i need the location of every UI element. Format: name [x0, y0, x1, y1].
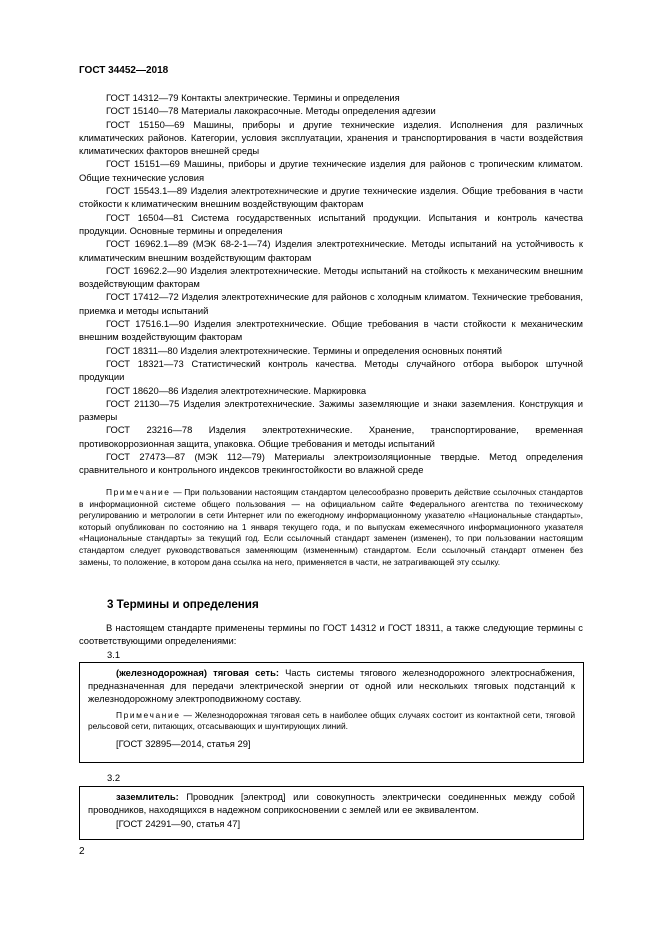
- reference-item: ГОСТ 18620—86 Изделия электротехнические. Маркировка: [106, 384, 367, 396]
- reference-item: ГОСТ 16504—81 Система государственных испытаний продукции. Испытания и контроль качества продукции. Основные термины и определения: [79, 211, 583, 236]
- reference-item: ГОСТ 15151—69 Машины, приборы и другие технические изделия для районов с тропическим климатом. Общие технические условия: [79, 158, 583, 183]
- term-definition-box: [79, 662, 584, 763]
- reference-item: ГОСТ 17516.1—90 Изделия электротехнические. Общие требования в части стойкости к механическим внешним воздействующим факторам: [79, 318, 583, 343]
- term-note: [80, 706, 583, 733]
- normative-references-list: [79, 91, 583, 477]
- reference-item: ГОСТ 16962.1—89 (МЭК 68-2-1—74) Изделия электротехнические. Методы испытаний на устойчивость к климатическим внешним воздействующим факторам: [79, 238, 583, 263]
- note-text: — При пользовании настоящим стандартом целесообразно проверить действие ссылочных стандартов в информационной системе общего пользования — на официальном сайте Федерального агентства по техническому регулированию и метрологии в сети Интернет или по ежегодному информационному указателю «Национальные стандарты», который опубликован по состоянию на 1 января текущего года, и по выпускам ежемесячного информационного указателя «Национальные стандарты» за текущий год. Если ссылочный стандарт заменен (изменен), то при пользовании настоящим стандартом следует руководствоваться заменяющим (измененным) стандартом. Если ссылочный стандарт отменен без замены, то положение, в котором дана ссылка на него, применяется в части, не затрагивающей эту ссылку.: [79, 487, 583, 567]
- reference-item: ГОСТ 18321—73 Статистический контроль качества. Методы случайного отбора выборок штучной продукции: [79, 357, 583, 383]
- reference-item: ГОСТ 15150—69 Машины, приборы и другие технические изделия. Исполнения для различных климатических районов. Категории, условия эксплуатации, хранения и транспортирования в части воздействия климатических факторов внешней среды: [79, 118, 583, 157]
- reference-item: ГОСТ 17412—72 Изделия электротехнические для районов с холодным климатом. Технические требования, приемка и методы испытаний: [79, 291, 583, 316]
- reference-item: ГОСТ 15140—78 Материалы лакокрасочные. Методы определения адгезии: [106, 105, 436, 117]
- section-intro: В настоящем стандарте применены термины по ГОСТ 14312 и ГОСТ 18311, а также следующие термины с соответствующими определениями:: [79, 622, 583, 647]
- term-definition: [80, 787, 583, 816]
- reference-item: ГОСТ 27473—87 (МЭК 112—79) Материалы электроизоляционные твердые. Метод определения сравнительного и контрольного индексов трекингостойкости во влажной среде: [79, 451, 583, 476]
- term-definition-text: Проводник [электрод] или совокупность электрически соединенных между собой проводников, находящихся в надежном соприкосновении с землей или ее эквивалентом.: [88, 791, 575, 816]
- term-note-label: Примечание: [116, 709, 181, 720]
- term-name: заземлитель:: [116, 791, 179, 802]
- term-source: [ГОСТ 24291—90, статья 47]: [116, 818, 241, 830]
- term-definition-text: Часть системы тягового железнодорожного электроснабжения, предназначенная для передачи электрической энергии от одной или нескольких тяговых подстанций к железнодорожному электроподвижному составу.: [88, 667, 575, 705]
- reference-item: ГОСТ 14312—79 Контакты электрические. Термины и определения: [106, 92, 400, 103]
- reference-item: ГОСТ 15543.1—89 Изделия электротехнические и другие технические изделия. Общие требования в части стойкости к климатическим внешним воздействующим факторам: [79, 185, 583, 210]
- reference-item: ГОСТ 21130—75 Изделия электротехнические. Зажимы заземляющие и знаки заземления. Конструкция и размеры: [79, 397, 583, 423]
- term-name: (железнодорожная) тяговая сеть:: [116, 667, 279, 678]
- term-definition: [80, 663, 583, 706]
- term-definition-box: [79, 786, 584, 840]
- section-title: 3 Термины и определения: [107, 598, 259, 611]
- term-number: 3.1: [107, 649, 121, 660]
- reference-item: ГОСТ 16962.2—90 Изделия электротехнические. Методы испытаний на стойкость к механическим внешним воздействующим факторам: [79, 264, 583, 290]
- term-source: [ГОСТ 32895—2014, статья 29]: [116, 737, 251, 749]
- term-number: 3.2: [107, 772, 121, 783]
- note-label: Примечание: [106, 487, 171, 497]
- reference-item: ГОСТ 23216—78 Изделия электротехнические. Хранение, транспортирование, временная противокоррозионная защита, упаковка. Общие требования и методы испытаний: [79, 424, 583, 449]
- term-note-text: — Железнодорожная тяговая сеть в наиболее общих случаях состоит из контактной сети, тяговой рельсовой сети, питающих, отсасывающих и шунтирующих линий.: [88, 709, 575, 732]
- document-header: ГОСТ 34452—2018: [79, 65, 169, 76]
- references-note: [79, 487, 583, 568]
- page-number: 2: [79, 846, 85, 857]
- reference-item: ГОСТ 18311—80 Изделия электротехнические. Термины и определения основных понятий: [106, 344, 502, 356]
